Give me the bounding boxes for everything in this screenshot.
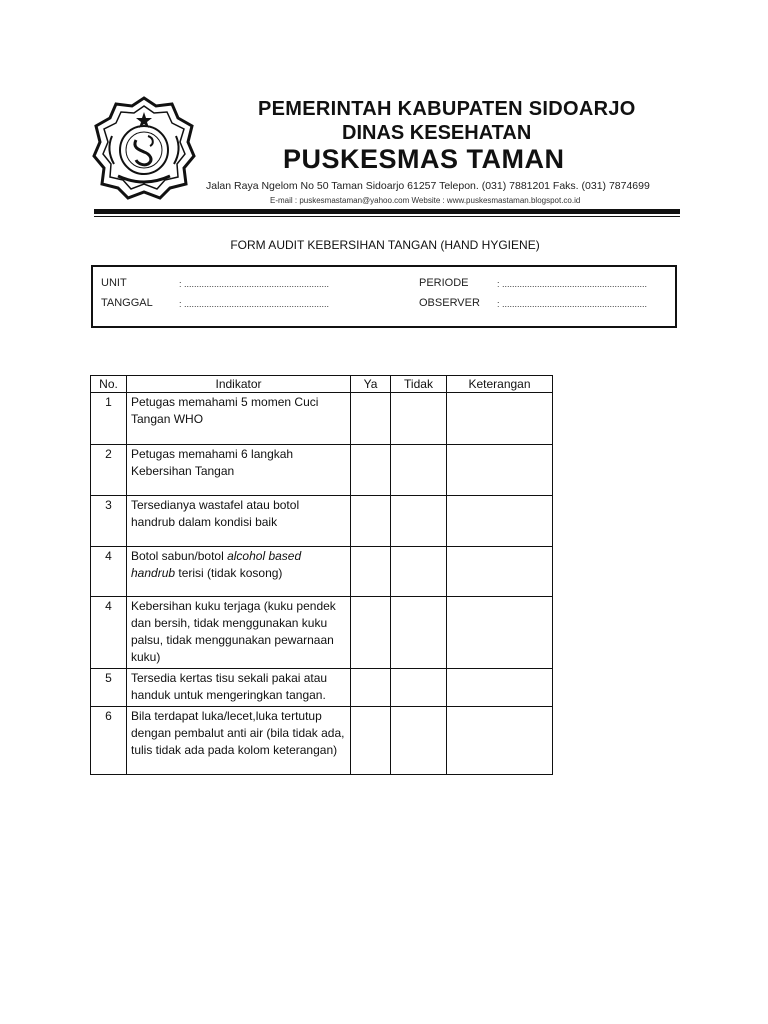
tidak-cell[interactable]: [391, 496, 447, 547]
table-row: [91, 669, 553, 707]
email-website-line: E-mail : puskesmastaman@yahoo.com Website : www.puskesmastaman.blogspot.co.id: [270, 196, 581, 205]
header-indikator: Indikator: [127, 376, 351, 393]
address-line: Jalan Raya Ngelom No 50 Taman Sidoarjo 61257 Telepon. (031) 7881201 Faks. (031) 7874699: [206, 180, 650, 192]
header-ya: Ya: [351, 376, 391, 393]
form-title: FORM AUDIT KEBERSIHAN TANGAN (HAND HYGIENE): [230, 238, 540, 252]
row-indicator: Bila terdapat luka/lecet,luka tertutup dengan pembalut anti air (bila tidak ada, tulis tidak ada pada kolom keterangan): [127, 707, 351, 775]
row-indicator: Petugas memahami 6 langkah Kebersihan Tangan: [127, 445, 351, 496]
observer-field[interactable]: : ..........................................................: [497, 299, 648, 309]
table-row: [91, 445, 553, 496]
observer-label: OBSERVER: [419, 297, 480, 309]
row-indicator: Tersedia kertas tisu sekali pakai atau handuk untuk mengeringkan tangan.: [127, 669, 351, 707]
row-indicator: Tersedianya wastafel atau botol handrub dalam kondisi baik: [127, 496, 351, 547]
tidak-cell[interactable]: [391, 669, 447, 707]
table-row: [91, 496, 553, 547]
header-no: No.: [91, 376, 127, 393]
header-keterangan: Keterangan: [447, 376, 553, 393]
table-row: [91, 707, 553, 775]
table-row: [91, 597, 553, 669]
tanggal-field[interactable]: : ..........................................................: [179, 299, 330, 309]
government-name: PEMERINTAH KABUPATEN SIDOARJO: [258, 98, 636, 120]
row-number: 4: [91, 597, 127, 669]
keterangan-cell[interactable]: [447, 547, 553, 597]
indicator-text-start: Botol sabun/botol: [131, 549, 228, 563]
row-indicator: Petugas memahami 5 momen Cuci Tangan WHO: [127, 393, 351, 445]
tanggal-label: TANGGAL: [101, 297, 153, 309]
tidak-cell[interactable]: [391, 597, 447, 669]
row-number: 3: [91, 496, 127, 547]
keterangan-cell[interactable]: [447, 393, 553, 445]
ya-cell[interactable]: [351, 547, 391, 597]
header-rule-thin: [94, 216, 680, 217]
periode-field[interactable]: : ..........................................................: [497, 279, 648, 289]
table-header-row: [91, 376, 553, 393]
department-name: DINAS KESEHATAN: [342, 122, 532, 144]
table-row: [91, 393, 553, 445]
row-indicator: [127, 547, 351, 597]
row-indicator: Kebersihan kuku terjaga (kuku pendek dan bersih, tidak menggunakan kuku palsu, tidak menggunakan pewarnaan kuku): [127, 597, 351, 669]
keterangan-cell[interactable]: [447, 597, 553, 669]
header-rule-thick: [94, 209, 680, 214]
keterangan-cell[interactable]: [447, 707, 553, 775]
indicator-text-italic: alcohol based handrub: [131, 549, 302, 580]
keterangan-cell[interactable]: [447, 445, 553, 496]
keterangan-cell[interactable]: [447, 669, 553, 707]
row-number: 2: [91, 445, 127, 496]
tidak-cell[interactable]: [391, 707, 447, 775]
row-number: 5: [91, 669, 127, 707]
institution-name: PUSKESMAS TAMAN: [283, 144, 565, 174]
audit-table: [90, 375, 553, 775]
tidak-cell[interactable]: [391, 547, 447, 597]
letterhead: [90, 92, 680, 222]
header-tidak: Tidak: [391, 376, 447, 393]
periode-label: PERIODE: [419, 277, 469, 289]
indicator-text-end: terisi (tidak kosong): [175, 566, 283, 580]
keterangan-cell[interactable]: [447, 496, 553, 547]
ya-cell[interactable]: [351, 496, 391, 547]
unit-label: UNIT: [101, 277, 127, 289]
ya-cell[interactable]: [351, 707, 391, 775]
ya-cell[interactable]: [351, 393, 391, 445]
ya-cell[interactable]: [351, 669, 391, 707]
table-row: [91, 547, 553, 597]
ya-cell[interactable]: [351, 597, 391, 669]
info-box: [91, 265, 677, 328]
tidak-cell[interactable]: [391, 445, 447, 496]
tidak-cell[interactable]: [391, 393, 447, 445]
ya-cell[interactable]: [351, 445, 391, 496]
row-number: 6: [91, 707, 127, 775]
sidoarjo-regency-emblem: [92, 96, 196, 200]
unit-field[interactable]: : ..........................................................: [179, 279, 330, 289]
row-number: 4: [91, 547, 127, 597]
row-number: 1: [91, 393, 127, 445]
